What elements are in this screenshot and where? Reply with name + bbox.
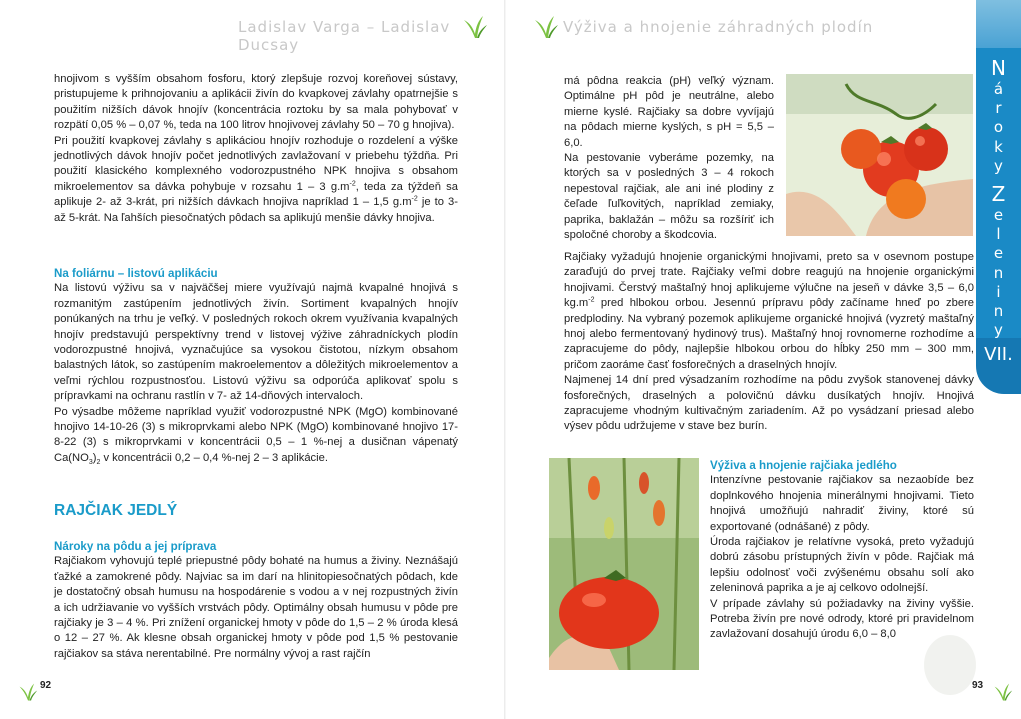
grass-leaf-icon [993,682,1013,702]
right-text-block-1 [564,250,974,435]
paragraph: má pôdna reakcia (pH) veľký význam. Optimálne pH pôd je neutrálne, alebo mierne kyslé. Rajčiaky sa dobre vyvíjajú na pôdach mierne kyslých, s pH = 5,5 – 6,0. [564,75,774,149]
section-heading: RAJČIAK JEDLÝ [54,502,178,519]
subheading-soil: Nároky na pôdu a jej príprava [54,540,217,553]
right-page [505,0,1021,719]
paragraph: Intenzívne pestovanie rajčiakov sa nezaobíde bez doplnkového hnojenia minerálnymi hnojivami. Tieto hnojivá umožňujú nahradiť živiny, ktoré sú exportované (odnášané) z pôdy. [710,474,974,533]
running-head-left: Ladislav Varga – Ladislav Ducsay [238,18,451,54]
tab-letter: N [991,56,1006,80]
left-text-block-3 [54,539,458,662]
tab-letter: y [994,156,1003,175]
tomatoes-in-hands-photo [786,74,973,236]
tab-letter: l [996,225,1001,244]
page-number: 93 [972,680,984,691]
tab-letter: y [994,321,1003,340]
paragraph: hnojivom s vyšším obsahom fosforu, ktorý zlepšuje rozvoj koreňovej sústavy, pristupujeme k prihnojovaniu a aplikácii živín do kvapkovej závlahy opatrnejšie s použitím nižších dávok hnojív (koncentrácia roztoku by sa mala pohybovať v rozpätí 0,05 % – 0,07 %, teda na 100 litrov hnojivovej závlahy 50 – 70 g hnojiva). [54,73,458,132]
subheading-foliar: Na foliárnu – listovú aplikáciu [54,267,218,280]
left-text-block-1 [54,72,458,226]
tab-letter: e [993,206,1004,225]
chapter-side-tab [976,0,1021,400]
left-text-block-2 [54,266,458,466]
grass-leaf-icon [533,14,559,40]
tab-letter: Z [991,182,1006,207]
paragraph: Najmenej 14 dní pred výsadzaním rozhodíme na pôdu zvyšok stanovenej dávky fosforečných, draselných a polovičnú dávku dusíkatých hnojív. Hnojivá zapracujeme vhodným kultivačným zariadením. Až po vysádzaní priesad alebo výsev pôdu udržujeme v stave bez burín. [564,374,974,433]
chapter-title-vertical [976,56,1021,340]
tab-letter: n [993,263,1004,282]
tab-letter: n [993,302,1004,321]
paragraph: Na pestovanie vyberáme pozemky, na ktorých sa v posledných 3 – 4 rokoch nepestoval rajčiak, ale ani iné plodiny z čeľade ľuľkovitých, napríklad zemiaky, paprika, baklažán – môžu sa rozšíriť ich spoločné choroby a škodcovia. [564,152,774,242]
paragraph: Po výsadbe môžeme napríklad využiť vodorozpustné NPK (MgO) kombinované hnojivo 14-10-26 (3) s mikroprvkami alebo NPK (MgO) kombinované hnojivo 17-8-22 (3) s mikroprvkami v koncentrácii 0,5 – 1 %-nej a dusičnan vápenatý $Ca(NO_3)_2$ v koncentrácii 0,2 – 0,4 %-nej 2 – 3 aplikácie. [54,405,458,467]
tab-letter: i [996,282,1001,301]
paragraph: Rajčiaky vyžadujú hnojenie organickými hnojivami, preto sa v osevnom postupe zaraďujú do prvej trate. Rajčiaky veľmi dobre reagujú na hnojenie organickými hnojivami. Čerstvý maštaľný hnoj aplikujeme výlučne na jeseň v dávke 3,5 – 6,0 $kg.m^{-2}$ pred hlbokou orbou. Jesennú prípravu pôdy začíname hneď po zbere predplodiny. Na vybraný pozemok aplikujeme organické hnojivá (vyzretý maštaľný hnoj alebo fermentovaný hydinový trus). Maštaľný hnoj rovnomerne rozhodíme a zapracujeme do pôdy, najlepšie hlbokou orbou do hĺbky 250 mm – 300 mm, pričom zaoráme časť fosforečných a draselných hnojív. [564,251,974,371]
chapter-number: VII. [984,344,1013,365]
paragraph: Pri použití kvapkovej závlahy s aplikáciou hnojív rozhoduje o rozdelení a výške jednotlivých dávok hnojív počet jednotlivých zavlažovaní v priebehu týždňa. Pri použití klasického komplexného vodorozpustného NPK hnojiva s obsahom mikroelementov sa dávka pohybuje v rozsahu 1 – 3 $g.m^{-2}$, teda za týždeň sa aplikuje 2- až 3-krát, pri nižších dávkach hnojiva napríklad 1 – 1,5 $g.m^{-2}$ je to 3- až 5-krát. Na ľahších piesočnatých pôdach sa aplikujú menšie dávky hnojiva. [54,134,459,224]
tab-letter: o [993,118,1004,137]
running-head-right: Výživa a hnojenie záhradných plodín [563,18,874,36]
tab-letter: r [995,99,1002,118]
tab-letter: á [993,80,1004,98]
paragraph: Úroda rajčiakov je relatívne vysoká, preto vyžadujú dobrú zásobu prístupných živín v pôde. Rajčiak má lepšiu odolnosť voči zvýšenému obsahu solí ako zeleninová paprika a je aj celkovo odolnejší. [710,536,974,595]
paragraph: Rajčiakom vyhovujú teplé priepustné pôdy bohaté na humus a živiny. Neznášajú ťažké a zamokrené pôdy. Najviac sa im darí na hlinitopiesočnatých pôdach, kde je dostatočný obsah humusu na hospodárenie s vodou a v nej rozpustných živín a ich udržiavanie vo vyšších vrstvách pôdy. Optimálny obsah humusu v pôde pre rajčiaky je 3 – 4 %. Pri znížení organickej hmoty v pôde do 1,5 – 2 % úroda klesá o 12 – 27 %. Ak klesne obsah organickej hmoty v pôde pod 1,5 % pestovanie rajčiakov sa stáva nerentabilné. Pre normálny vývoj a rast rajčín [54,555,458,660]
subheading-nutrition: Výživa a hnojenie rajčiaka jedlého [710,459,897,472]
page-number: 92 [40,680,52,691]
grass-leaf-icon [18,682,38,702]
decorative-plant-icon [920,610,980,700]
tomato-plant-photo [549,458,699,670]
grass-leaf-icon [462,14,488,40]
right-text-wrap-1 [564,74,774,243]
paragraph: Na listovú výživu sa v najväčšej miere využívajú najmä kvapalné hnojivá s rozmanitým zastúpením jednotlivých živín. Sortiment kvapalných hnojív ponúkaných na trhu je veľký. V posledných rokoch okrem využívania kvapalných hnojív predstavujú perspektívny trend v listovej výžive záhradníckych plodín vodorozpustné hnojivá, vyznačujúce sa vysokou čistotou, nízkym obsahom balastných látok, so zastúpením makroelementov a dôležitých mikroelementov a veľmi rýchlou rozpustnosťou. Listovú výživu sa odporúča aplikovať spolu s prípravkami na ochranu rastlín v 7- až 14-dňových intervaloch. [54,282,458,403]
tab-letter: e [993,244,1004,263]
tab-letter: k [994,137,1003,156]
left-page [0,0,505,719]
paragraph: V prípade závlahy sú požiadavky na živiny vyššie. Potreba živín pre nové odrody, ktoré pri pravidelnom zavlažovaní dosahujú úrodu 6,0 – 8,0 [710,597,974,641]
